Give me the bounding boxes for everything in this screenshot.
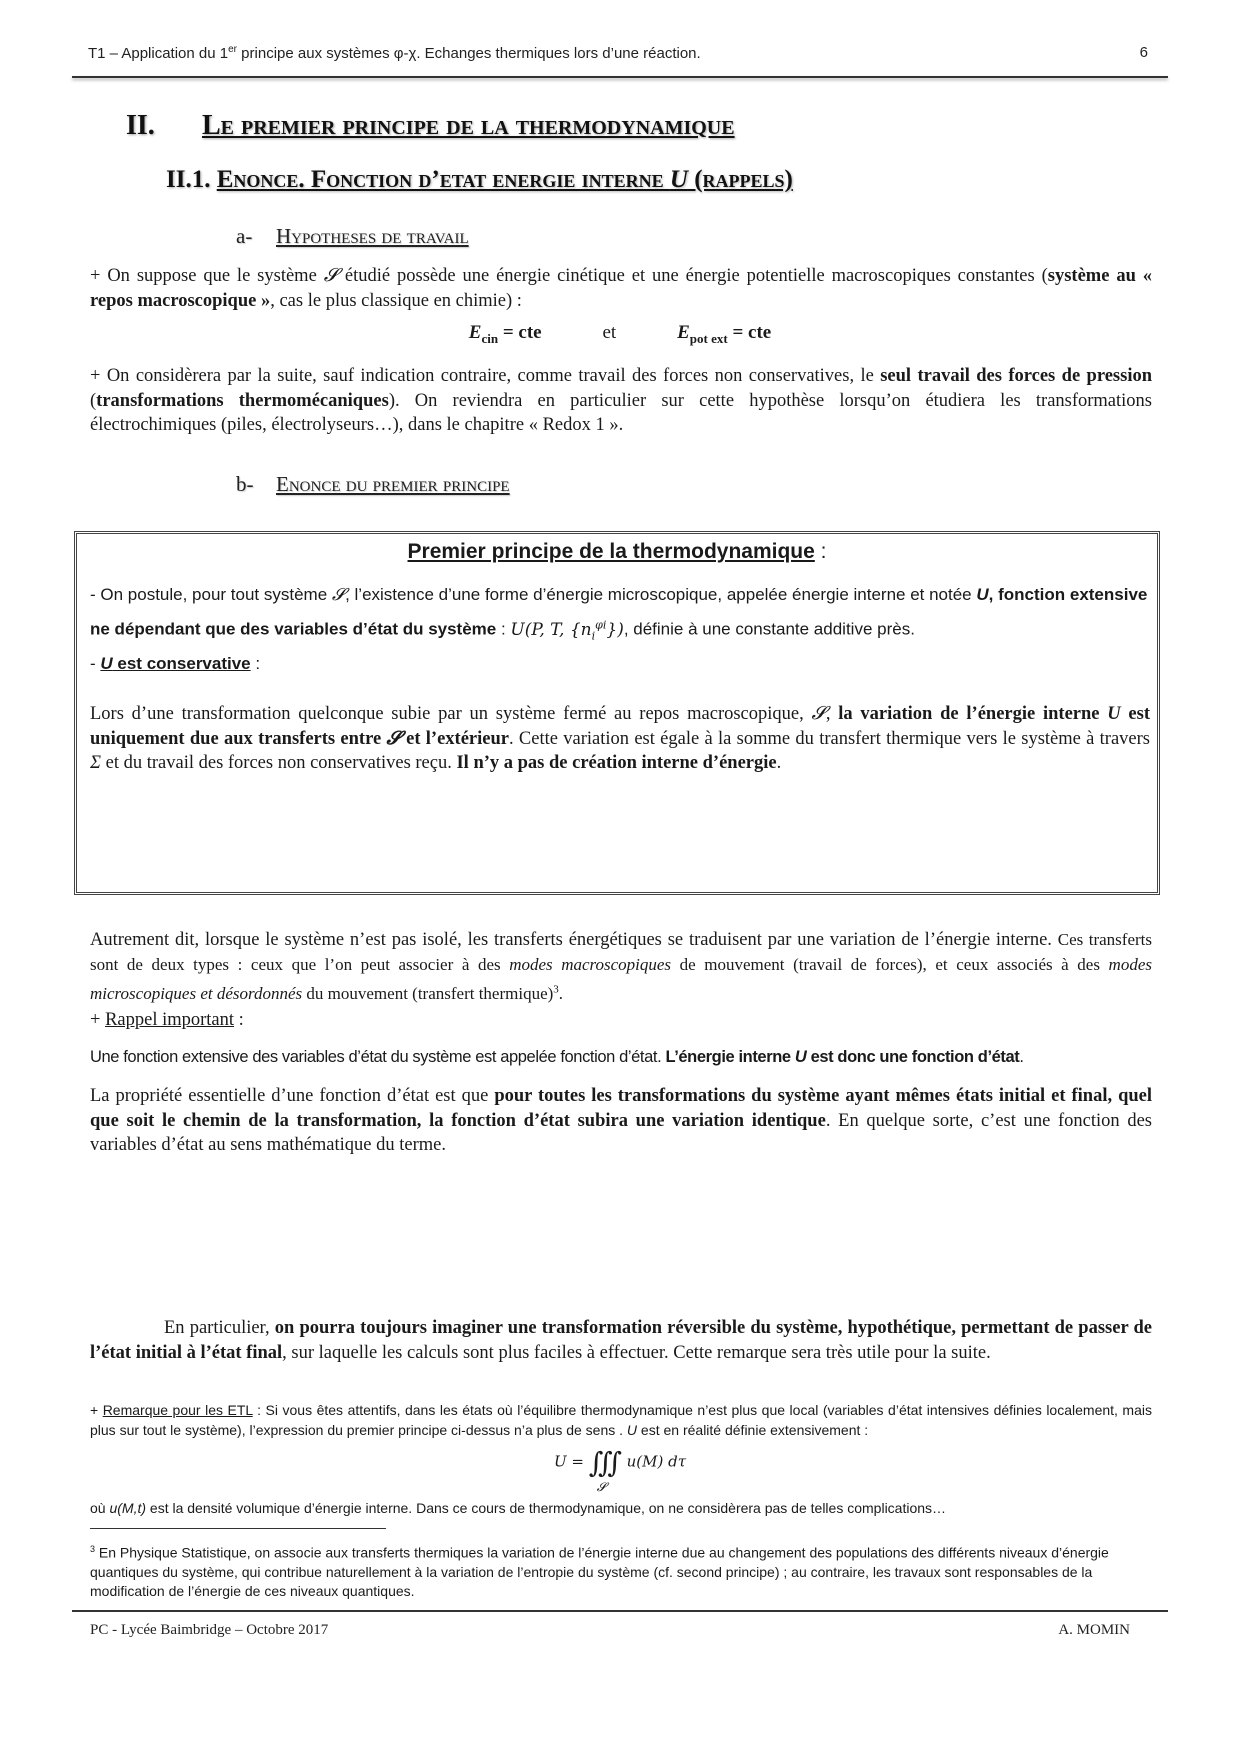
state-function-formula: U(P, T, $\{n_i^{\varphi i}\}$) [510,618,624,643]
box-title: Premier principe de la thermodynamique : [407,540,827,563]
part-a-title: Hypotheses de travail [276,224,469,248]
body-paragraph-transfers: Autrement dit, lorsque le système n’est pas isolé, les transferts énergétiques se traduisent par une variation de l’énergie interne. Ces transferts sont de deux types : ceux que l’on peut associer à des modes macroscopiques de mouvement (travail de forces), et ceux associés à des modes microscopiques et désordonnés du mouvement (transfert thermique)$^3$. [90,930,1152,1003]
hypothesis-paragraph-1: + On suppose que le système 𝓢 étudié possède une énergie cinétique et une énergie potentielle macroscopiques constantes (système au « repos macroscopique », cas le plus classique en chimie) : [90,266,1152,311]
part-b-label: b- [236,472,254,496]
header-title: T1 – Application du 1er principe aux systèmes φ-χ. Echanges thermiques lors d’une réaction. [88,44,701,62]
footnote-3: $^3$ En Physique Statistique, on associe aux transferts thermiques la variation de l’énergie interne due au changement des populations des différents niveaux d’énergie quantiques du système, qui contribue naturellement à la variation de l’entropie du système (cf. second principe) ; au contraire, les travaux sont responsables de la modification de l’énergie de ces niveaux quantiques. [90,1544,1109,1599]
section-title: Le premier principe de la thermodynamique [202,110,735,141]
triple-integral-sign: ∭ 𝓢 [588,1446,622,1494]
header-rule [72,76,1168,78]
part-b-title: Enonce du premier principe [276,472,510,496]
hypothesis-paragraph-2: + On considèrera par la suite, sauf indication contraire, comme travail des forces non conservatives, le seul travail des forces de pression (transformations thermomécaniques). On reviendra en particulier sur cette hypothèse lorsqu’on étudiera les transformations électrochimiques (piles, électrolyseurs…), dans le chapitre « Redox 1 ». [90,366,1153,435]
part-a-label: a- [236,224,253,248]
integral-domain: 𝓢 [596,1480,607,1494]
rappel-heading: + Rappel important : [90,1010,244,1030]
part-b-heading [236,472,510,497]
footnote-separator [90,1528,386,1529]
subsection-heading [166,166,793,194]
footer-rule [72,1610,1168,1612]
page-header [88,44,1148,62]
part-a-heading [236,224,469,249]
equation-connector: et [602,322,617,343]
box-paragraph-conservation: Lors d’une transformation quelconque subie par un système fermé au repos macroscopique, 𝓢, la variation de l’énergie interne U est uniquement due aux transferts entre 𝓢 et l’extérieur. Cette variation est égale à la somme du transfert thermique vers le système à travers Σ et du travail des forces non conservatives reçu. Il n’y a pas de création interne d’énergie. [90,704,1150,773]
state-function-property: La propriété essentielle d’une fonction d’état est que pour toutes les transformations du système ayant mêmes états initial et final, quel que soit le chemin de la transformation, la fonction d’état subira une variation identique. En quelque sorte, c’est une fonction des variables d’état au sens mathématique du terme. [90,1086,1152,1155]
box-paragraph-postulate: - On postule, pour tout système 𝓢, l’existence d’une forme d’énergie microscopique, appelée énergie interne et notée U, fonction extensive ne dépendant que des variables d’état du système : U(P, T, $\{n_i^{\varphi i}\}$), définie à une constante additive près. [90,585,1148,643]
etl-remark: + Remarque pour les ETL : Si vous êtes attentifs, dans les états où l’équilibre thermodynamique n’est plus que local (variables d’état intensives définies localement, mais plus sur tout le système), l’expression du premier principe ci-dessus n’a plus de sens . U est en réalité définie extensivement : [90,1402,1152,1438]
internal-energy-integral: U = ∭ 𝓢 u(M) dτ [553,1446,687,1494]
box-conservative-heading: - U est conservative : [90,654,261,673]
equation-constant-energies: $E_{cin}$ = cte et $E_{pot ext}$ = cte [468,322,772,346]
reversible-path-paragraph: En particulier, on pourra toujours imaginer une transformation réversible du système, hypothétique, permettant de passer de l’état initial à l’état final, sur laquelle les calculs sont plus faciles à effectuer. Cette remarque sera très utile pour la suite. [90,1318,1152,1363]
section-heading [126,110,735,142]
subsection-number: II.1. [166,166,211,193]
density-note: où u(M,t) est la densité volumique d’énergie interne. Dans ce cours de thermodynamique, on ne considèrera pas de telles complications… [90,1500,947,1516]
section-number: II. [126,110,155,141]
footer-left: PC - Lycée Baimbridge – Octobre 2017 [90,1622,329,1638]
footer-right: A. MOMIN [1058,1622,1130,1638]
subsection-title: Enonce. Fonction d’etat energie interne U (rappels) [216,166,793,193]
rappel-definition: Une fonction extensive des variables d’état du système est appelée fonction d’état. L’énergie interne U est donc une fonction d’état. [90,1048,1024,1066]
page-number: 6 [1139,44,1148,61]
